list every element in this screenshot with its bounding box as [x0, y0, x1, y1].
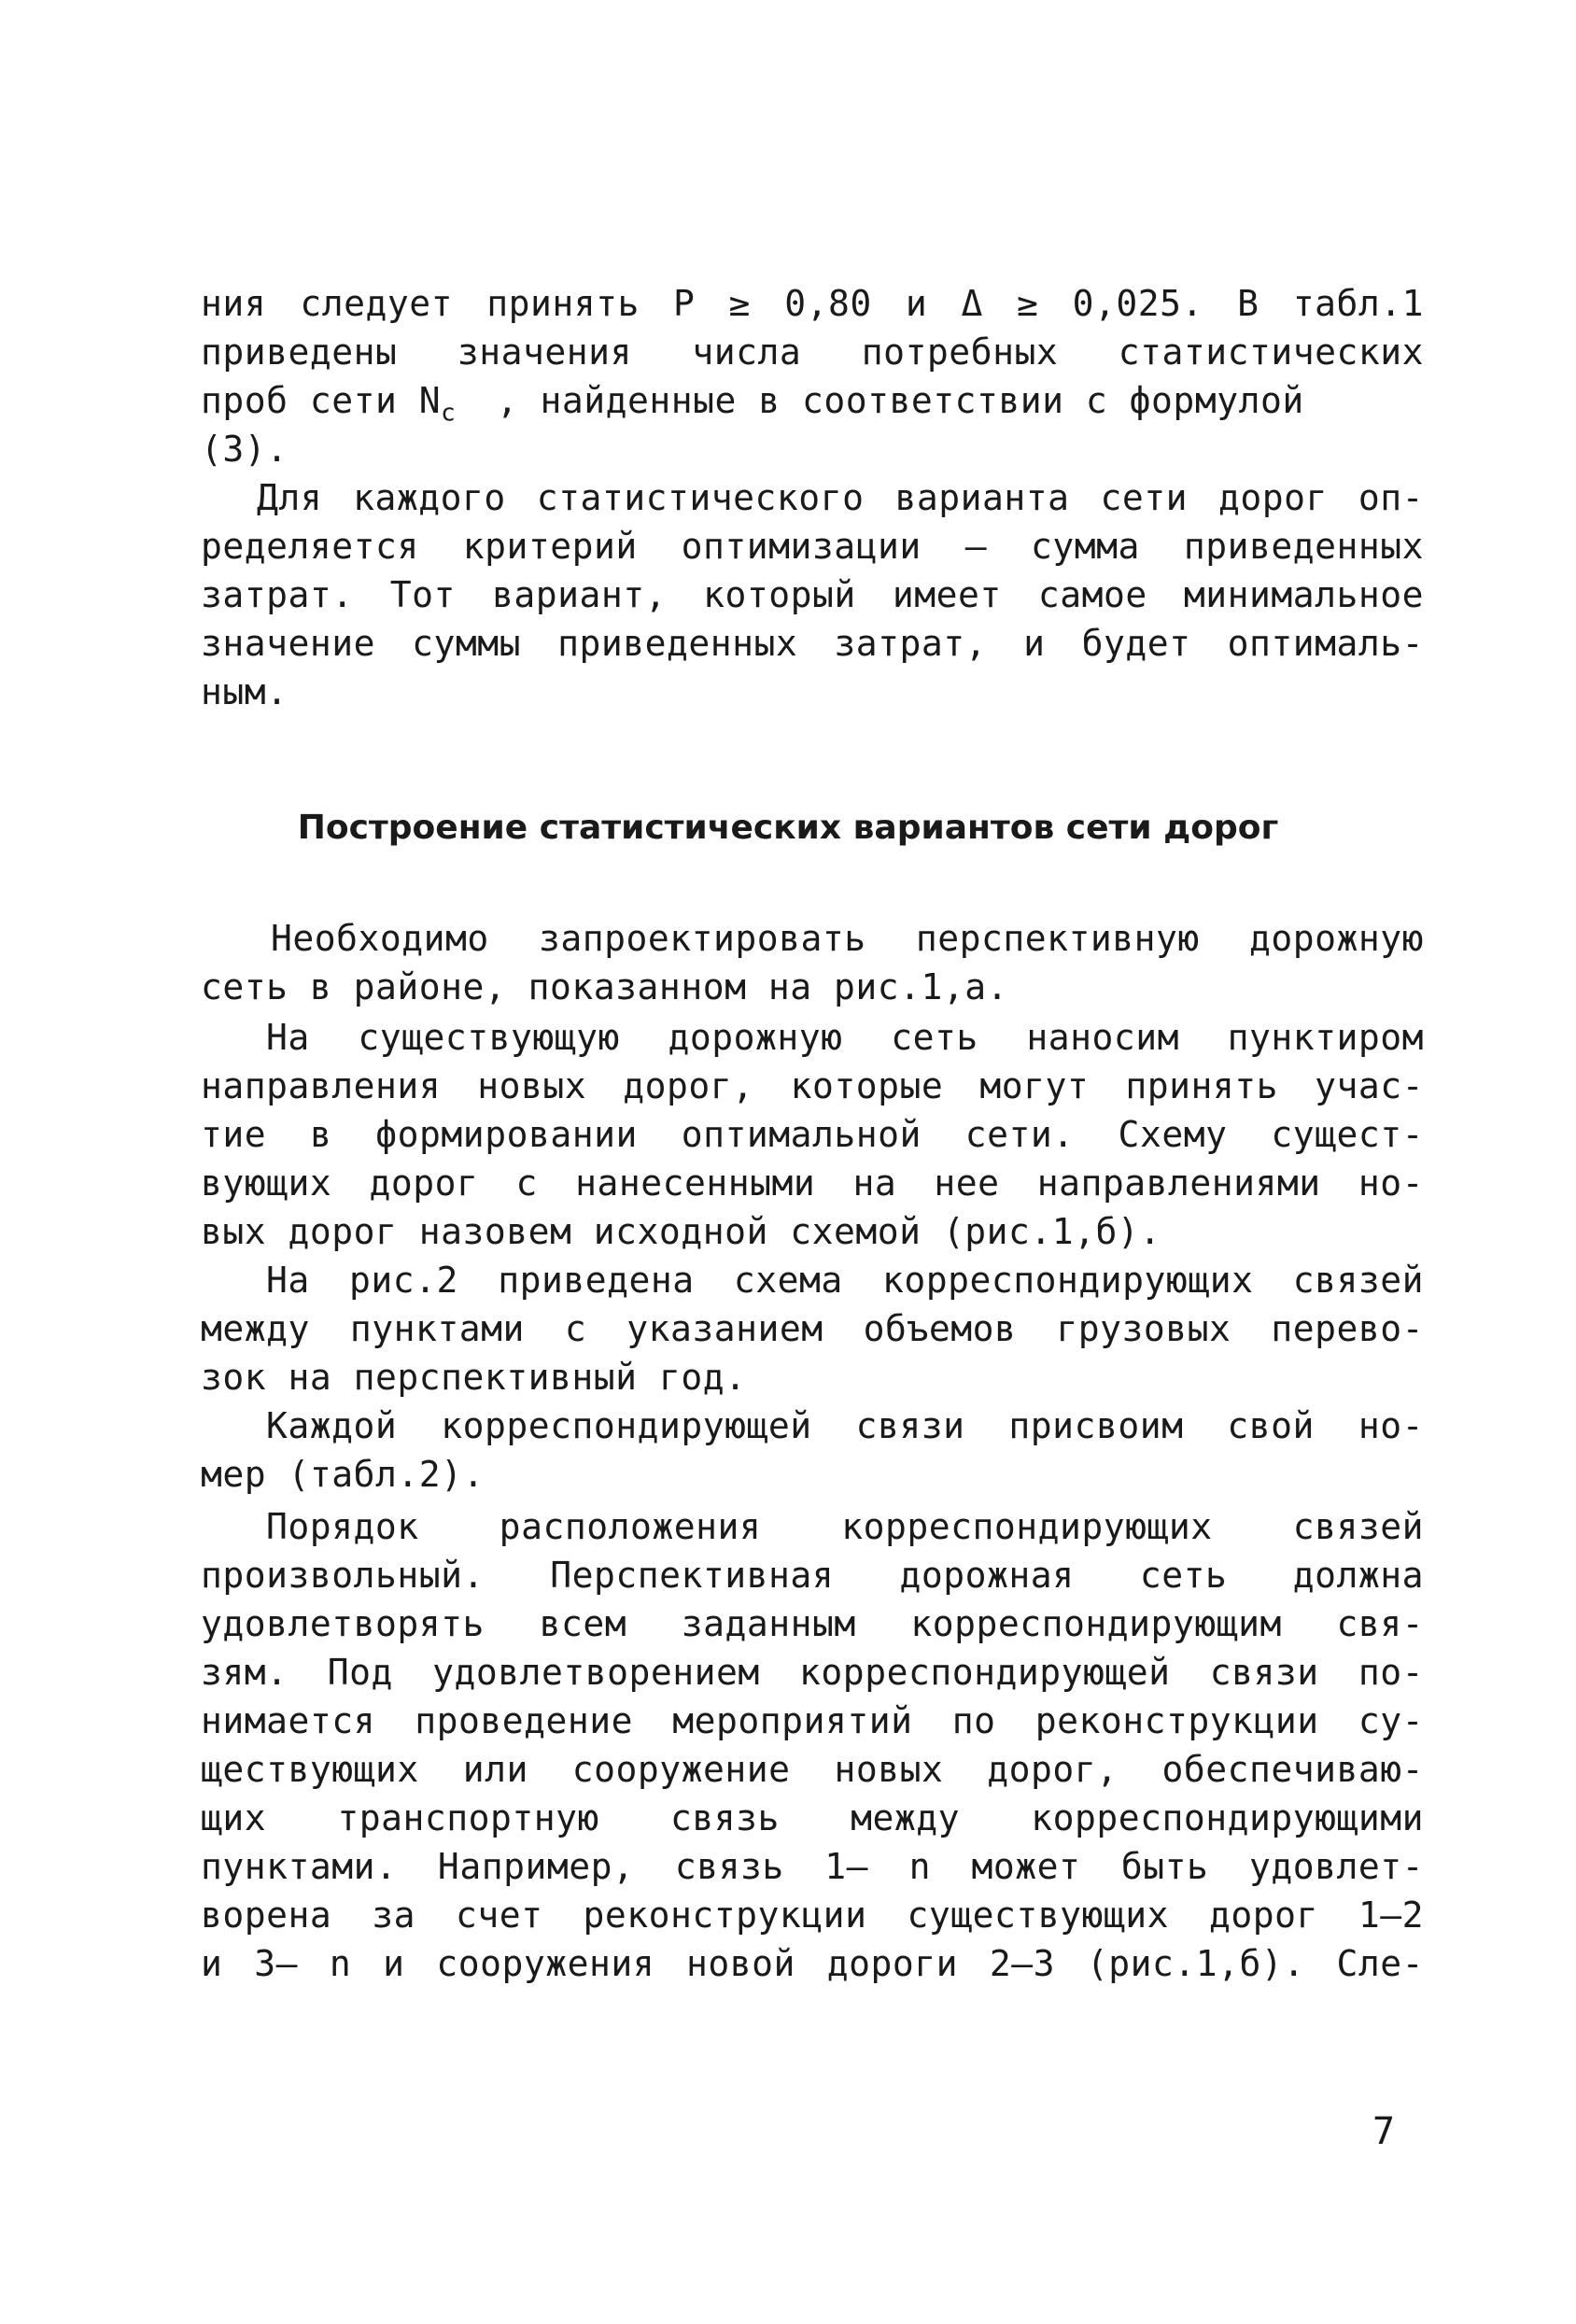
text-line: Каждой корреспондирующей связи присвоим свой но-: [266, 1405, 1424, 1446]
text-line: Порядок расположения корреспондирующих связей: [266, 1506, 1424, 1547]
text-line: мер (табл.2).: [201, 1454, 485, 1495]
text-line: затрат. Тот вариант, который имеет самое минимальное: [201, 574, 1424, 615]
text-line: между пунктами с указанием объемов грузовых перево-: [201, 1308, 1424, 1349]
text-line: (3).: [201, 429, 288, 470]
text-line: сеть в районе, показанном на рис.1,а.: [201, 966, 1008, 1007]
nc-subscript: c: [441, 399, 457, 428]
text-line: зок на перспективный год.: [201, 1357, 747, 1398]
text-line: приведены значения числа потребных статистических: [201, 331, 1424, 373]
page-number: 7: [1372, 2110, 1396, 2153]
text-line: вых дорог назовем исходной схемой (рис.1,б).: [201, 1211, 1161, 1252]
text-line: ния следует принять P ≥ 0,80 и Δ ≥ 0,025. В табл.1: [201, 283, 1424, 324]
text-line: нимается проведение мероприятий по реконструкции су-: [201, 1700, 1424, 1741]
text-line: ществующих или сооружение новых дорог, обеспечиваю-: [201, 1749, 1424, 1790]
text-line: удовлетворять всем заданным корреспондирующим свя-: [201, 1603, 1424, 1644]
text-line: Необходимо запроектировать перспективную дорожную: [271, 918, 1424, 959]
text-line: На существующую дорожную сеть наносим пунктиром: [266, 1017, 1424, 1058]
text-line: пунктами. Например, связь 1– n может быть удовлет-: [201, 1846, 1424, 1887]
text-line: ным.: [201, 671, 288, 712]
text-line: направления новых дорог, которые могут принять учас-: [201, 1065, 1424, 1106]
text-line: тие в формировании оптимальной сети. Схему сущест-: [201, 1114, 1424, 1155]
text-line: Для каждого статистического варианта сети дорог оп-: [257, 477, 1424, 518]
nc-rest: , найденные в соответствии с формулой: [496, 380, 1304, 421]
text-line: На рис.2 приведена схема корреспондирующих связей: [266, 1260, 1424, 1301]
text-line: ределяется критерий оптимизации – сумма приведенных: [201, 526, 1424, 567]
text-line: и 3– n и сооружения новой дороги 2–3 (рис.1,б). Сле-: [201, 1943, 1424, 1984]
text-line: произвольный. Перспективная дорожная сеть должна: [201, 1555, 1424, 1596]
section-heading: Построение статистических вариантов сети дорог: [297, 809, 1279, 847]
text-line: щих транспортную связь между корреспондирующими: [201, 1797, 1424, 1838]
text-line: ворена за счет реконструкции существующих дорог 1–2: [201, 1894, 1424, 1936]
text-line: значение суммы приведенных затрат, и будет оптималь-: [201, 623, 1424, 664]
nc-symbol: проб сети N: [201, 380, 442, 421]
text-line: зям. Под удовлетворением корреспондирующей связи по-: [201, 1652, 1424, 1693]
text-line: вующих дорог с нанесенными на нее направлениями но-: [201, 1162, 1424, 1204]
